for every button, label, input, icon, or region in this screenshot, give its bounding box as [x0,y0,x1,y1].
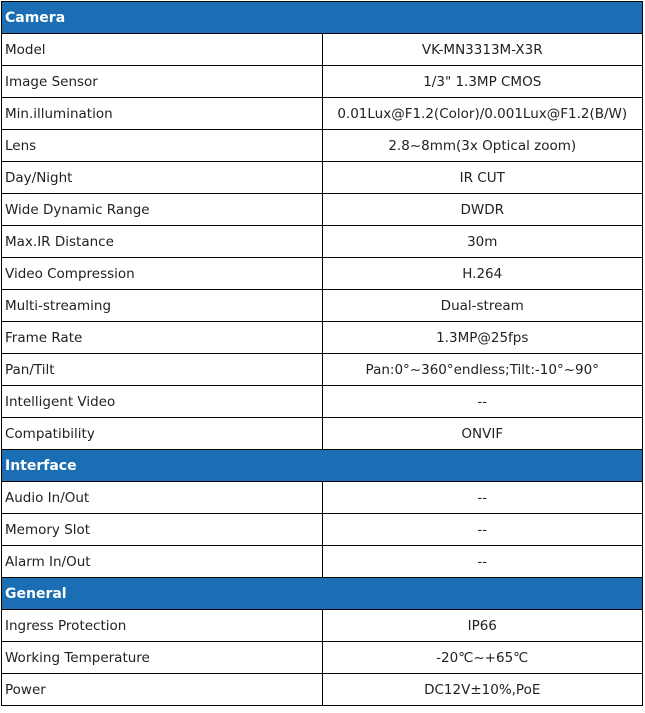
table-row [2,322,643,354]
spec-label: Intelligent Video [2,386,323,418]
table-row [2,194,643,226]
table-row [2,418,643,450]
spec-table [1,1,643,706]
spec-value: -20℃~+65℃ [322,642,643,674]
spec-value: 1.3MP@25fps [322,322,643,354]
spec-label: Model [2,34,323,66]
spec-label: Ingress Protection [2,610,323,642]
table-row [2,386,643,418]
table-row [2,66,643,98]
section-header-camera [2,2,643,34]
spec-label: Compatibility [2,418,323,450]
spec-label: Multi-streaming [2,290,323,322]
spec-value: -- [322,386,643,418]
table-row [2,674,643,706]
spec-value: Pan:0°~360°endless;Tilt:-10°~90° [322,354,643,386]
spec-value: Dual-stream [322,290,643,322]
spec-value: DC12V±10%,PoE [322,674,643,706]
table-row [2,514,643,546]
table-row [2,226,643,258]
spec-label: Pan/Tilt [2,354,323,386]
spec-value: VK-MN3313M-X3R [322,34,643,66]
table-row [2,482,643,514]
spec-label: Min.illumination [2,98,323,130]
spec-value: IP66 [322,610,643,642]
spec-value: 0.01Lux@F1.2(Color)/0.001Lux@F1.2(B/W) [322,98,643,130]
spec-label: Memory Slot [2,514,323,546]
section-title: Interface [2,450,643,482]
table-row [2,162,643,194]
spec-value: 2.8~8mm(3x Optical zoom) [322,130,643,162]
spec-label: Working Temperature [2,642,323,674]
table-row [2,642,643,674]
spec-label: Audio In/Out [2,482,323,514]
spec-label: Max.IR Distance [2,226,323,258]
section-title: General [2,578,643,610]
table-row [2,546,643,578]
section-header-general [2,578,643,610]
spec-value: ONVIF [322,418,643,450]
spec-value: 1/3" 1.3MP CMOS [322,66,643,98]
table-row [2,290,643,322]
spec-label: Alarm In/Out [2,546,323,578]
table-row [2,34,643,66]
spec-value: 30m [322,226,643,258]
spec-value: H.264 [322,258,643,290]
spec-label: Lens [2,130,323,162]
spec-label: Frame Rate [2,322,323,354]
spec-label: Image Sensor [2,66,323,98]
section-title: Camera [2,2,643,34]
table-row [2,258,643,290]
spec-label: Wide Dynamic Range [2,194,323,226]
spec-value: IR CUT [322,162,643,194]
table-row [2,610,643,642]
spec-value: -- [322,546,643,578]
table-row [2,98,643,130]
table-row [2,130,643,162]
spec-label: Day/Night [2,162,323,194]
section-header-interface [2,450,643,482]
spec-label: Power [2,674,323,706]
table-row [2,354,643,386]
spec-value: -- [322,482,643,514]
spec-value: DWDR [322,194,643,226]
spec-label: Video Compression [2,258,323,290]
spec-value: -- [322,514,643,546]
